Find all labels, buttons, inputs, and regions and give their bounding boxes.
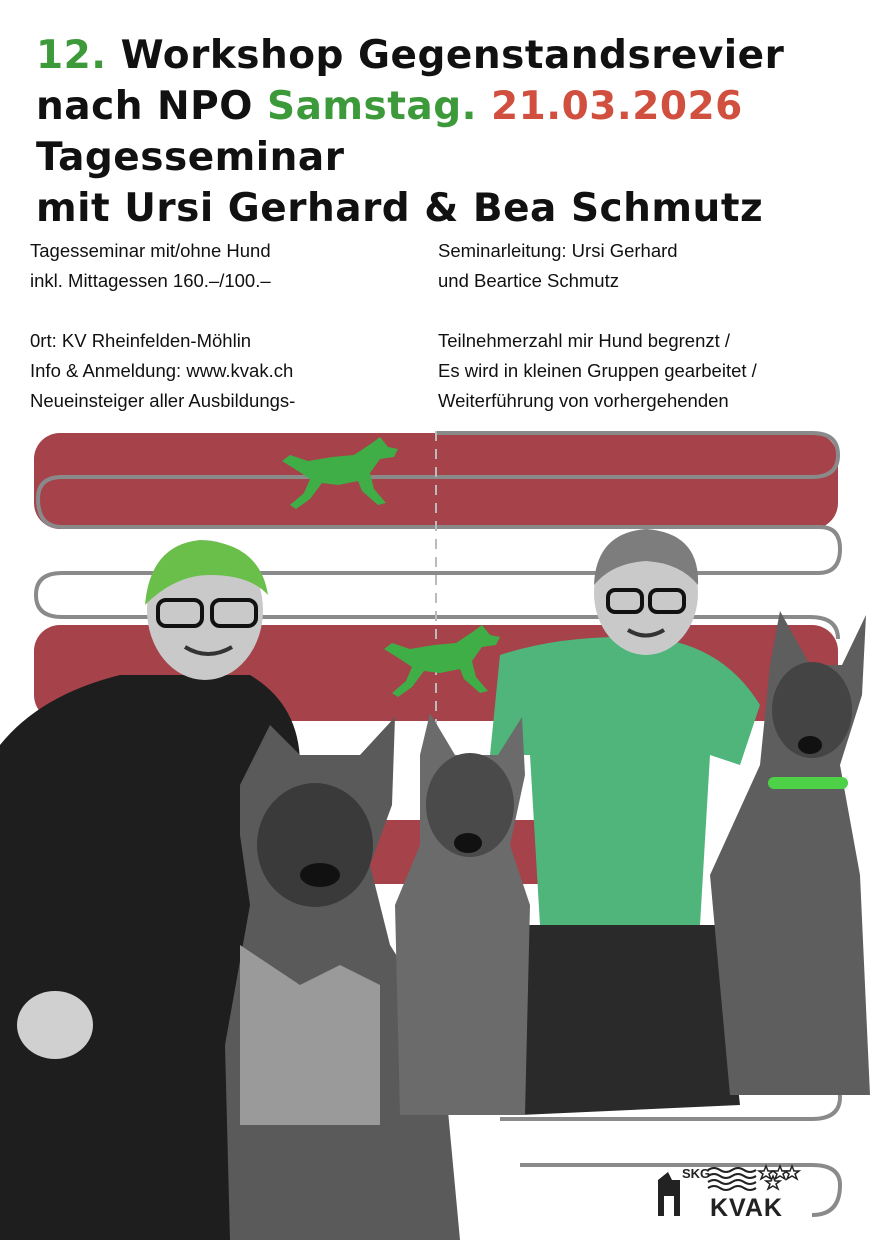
info-right-line: Es wird in kleinen Gruppen gearbeitet / [438, 360, 757, 381]
info-left-line: 0rt: KV Rheinfelden-Möhlin [30, 330, 252, 351]
info-right-line: und Beartice Schmutz [438, 270, 619, 291]
info-left-line: inkl. Mittagessen 160.–/100.– [30, 270, 271, 291]
info-right-column [438, 236, 757, 416]
track-illustration [0, 425, 874, 1240]
info-right-line: Teilnehmerzahl mir Hund begrenzt / [438, 330, 731, 351]
info-right-line: Seminarleitung: Ursi Gerhard [438, 240, 678, 261]
info-left-line: Tagesseminar mit/ohne Hund [30, 240, 271, 261]
workshop-name: Workshop Gegenstandsrevier [106, 33, 785, 78]
logo-skg-text: SKG [682, 1166, 711, 1181]
title-line-2 [36, 81, 856, 132]
kvak-logo [654, 1160, 804, 1224]
poster-title [36, 30, 856, 234]
info-left-spacer [30, 296, 295, 326]
workshop-subtitle: nach NPO [36, 84, 267, 129]
workshop-date: 21.03.2026 [476, 84, 743, 129]
info-left-line: Info & Anmeldung: www.kvak.ch [30, 360, 294, 381]
info-right-spacer [438, 296, 757, 326]
info-right-line: Weiterführung von vorhergehenden [438, 390, 729, 411]
logo-kvak-text: KVAK [710, 1194, 783, 1222]
dog-middle-illustration [395, 713, 530, 1115]
workshop-day: Samstag. [267, 84, 477, 129]
info-left-line: Neueinsteiger aller Ausbildungs- [30, 390, 296, 411]
title-line-4: mit Ursi Gerhard & Bea Schmutz [36, 186, 764, 231]
track-lane-red-top [34, 433, 838, 529]
info-left-column [30, 236, 295, 416]
title-line-3: Tagesseminar [36, 135, 345, 180]
workshop-number: 12. [36, 33, 107, 78]
title-line-1 [36, 30, 856, 81]
